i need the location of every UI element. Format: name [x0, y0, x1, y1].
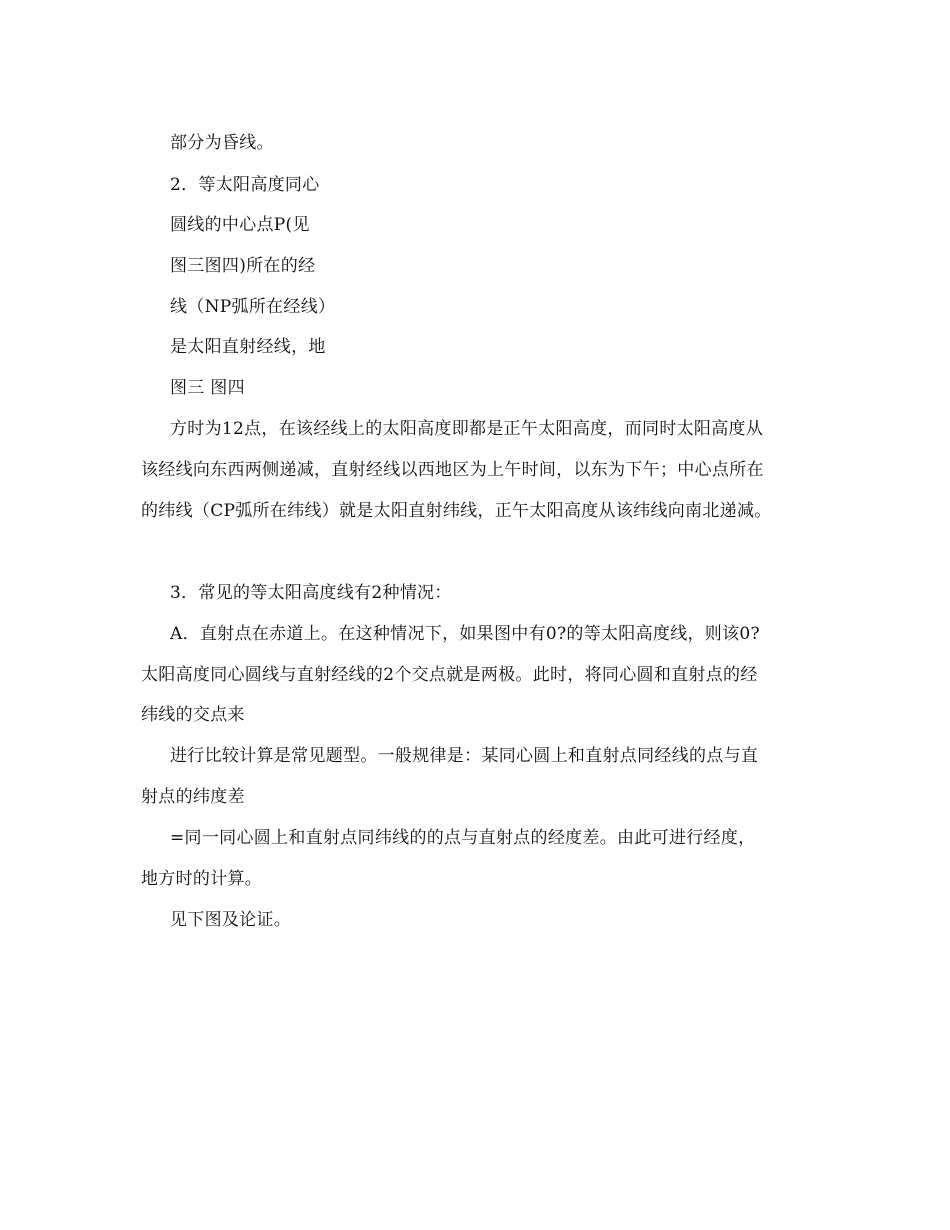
text-line: 图三图四)所在的经	[170, 256, 316, 276]
text-line: 太阳高度同心圆线与直射经线的2个交点就是两极。此时，将同心圆和直射点的经	[141, 665, 758, 685]
text-line: 射点的纬度差	[141, 787, 245, 807]
section-heading: 2．等太阳高度同心	[170, 175, 320, 195]
text-line: 地方时的计算。	[141, 869, 263, 889]
text-line: 部分为昏线。	[170, 133, 274, 153]
text-line: 见下图及论证。	[170, 910, 292, 930]
text-line: 线（NP弧所在经线）	[170, 297, 336, 317]
text-line: 圆线的中心点P(见	[170, 215, 310, 235]
text-line: 进行比较计算是常见题型。一般规律是：某同心圆上和直射点同经线的点与直	[170, 746, 759, 766]
text-line: 该经线向东西两侧递减，直射经线以西地区为上午时间，以东为下午；中心点所在	[141, 460, 764, 480]
text-line: 是太阳直射经线，地	[170, 337, 326, 357]
section-heading: 3．常见的等太阳高度线有2种情况：	[170, 583, 452, 603]
text-line: 的纬线（CP弧所在纬线）就是太阳直射纬线，正午太阳高度从该纬线向南北递减。	[141, 501, 772, 521]
text-line: A．直射点在赤道上。在这种情况下，如果图中有0?的等太阳高度线，则该0?	[170, 624, 760, 644]
figure-caption: 图三 图四	[170, 378, 245, 398]
text-line: 方时为12点，在该经线上的太阳高度即都是正午太阳高度，而同时太阳高度从	[170, 419, 764, 439]
text-line: 纬线的交点来	[141, 705, 245, 725]
text-line: =同一同心圆上和直射点同纬线的的点与直射点的经度差。由此可进行经度，	[170, 828, 756, 848]
